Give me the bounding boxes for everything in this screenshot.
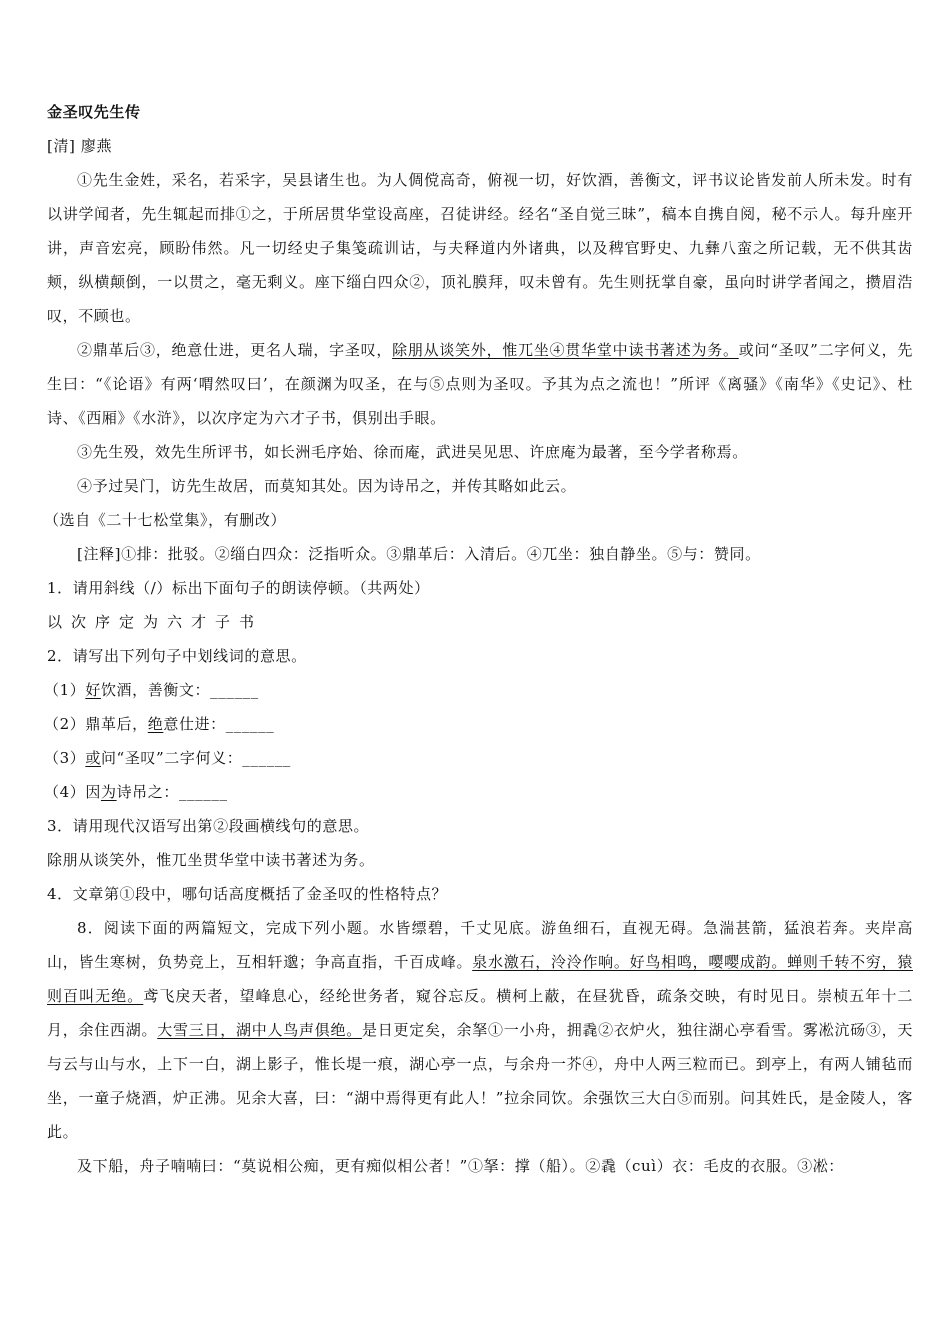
item-suffix: 饮酒，善衡文：______ [100, 681, 259, 699]
question-2-item [44, 775, 913, 809]
question-1-sentence: 以次序定为六才子书 [47, 613, 264, 631]
item-suffix: 意仕进：______ [163, 715, 275, 733]
article-title: 金圣叹先生传 [47, 103, 141, 121]
paragraph-3: ③先生殁，效先生所评书，如长洲毛序始、徐而庵，武进吴见思、许庶庵为最著，至今学者称焉。 [77, 443, 748, 461]
paragraph-1: ①先生金姓，采名，若采字，吴县诸生也。为人倜傥高奇，俯视一切，好饮酒，善衡文，评书议论皆发前人所未发。时有以讲学闻者，先生辄起而排①之，于所居贯华堂设高座，召徒讲经。经名“圣自觉三昧”，稿本自携自阅，秘不示人。每升座开讲，声音宏亮，顾盼伟然。凡一切经史子集笺疏训诂，与夫释道内外诸典，以及稗官野史、九彝八蛮之所记载，无不供其齿颊，纵横颠倒，一以贯之，毫无剩义。座下缁白四众②，顶礼膜拜，叹未曾有。先生则抚掌自豪，虽向时讲学者闻之，攒眉浩叹，不顾也。 [47, 171, 913, 325]
last-paragraph: 及下船，舟子喃喃曰：“莫说相公痴，更有痴似相公者！”①拏：撑（船）。②毳（cuì）衣：毛皮的衣服。③凇： [77, 1157, 844, 1175]
source-note: （选自《二十七松堂集》，有删改） [44, 511, 287, 529]
question-2-item [44, 673, 913, 707]
question-2-item [44, 707, 913, 741]
passage-part: 是日更定矣，余拏①一小舟，拥毳②衣炉火，独往湖心亭看雪。雾凇沆砀③，天与云与山与水，上下一白，湖上影子，惟长堤一痕，湖心亭一点，与余舟一芥④，舟中人两三粒而已。到亭上，有两人铺毡而坐，一童子烧酒，炉正沸。见余大喜，曰：“湖中焉得更有此人！”拉余同饮。余强饮三大白⑤而别。问其姓氏，是金陵人，客此。 [47, 1021, 913, 1141]
underlined-sentence: 除朋从谈笑外，惟兀坐④贯华堂中读书著述为务。 [392, 341, 739, 359]
question-3: 3．请用现代汉语写出第②段画横线句的意思。 [47, 817, 370, 835]
paragraph-4: ④予过吴门，访先生故居，而莫知其处。因为诗吊之，并传其略如此云。 [77, 477, 577, 495]
item-prefix: （4）因 [44, 783, 101, 801]
document-page [44, 95, 913, 1183]
question-8-passage [47, 911, 913, 1149]
paragraph-2-end: 或问“圣叹”二字何义，先生曰：“《论语》有两‘喟然叹曰’，在颜渊为叹圣，在与⑤点则为圣叹。予其为点之流也！”所评《离骚》《南华》《史记》、杜诗、《西厢》《水浒》，以次序定为六才子书，俱别出手眼。 [47, 341, 913, 427]
question-3-sentence: 除朋从谈笑外，惟兀坐贯华堂中读书著述为务。 [47, 851, 375, 869]
article-author: [清] 廖燕 [47, 137, 113, 155]
question-1: 1．请用斜线（/）标出下面句子的朗读停顿。（共两处） [47, 579, 430, 597]
item-prefix: （1） [44, 681, 86, 699]
annotations: [注释]①排：批驳。②缁白四众：泛指听众。③鼎革后：入清后。④兀坐：独自静坐。⑤与：赞同。 [77, 545, 761, 563]
underlined-word: 为 [100, 783, 117, 801]
underlined-passage: 泉水激石，泠泠作响。好鸟相鸣，嘤嘤成韵。蝉则千转不穷，猿则百叫无绝。 [47, 953, 913, 1005]
item-prefix: （2）鼎革后， [44, 715, 148, 733]
underlined-passage: 大雪三日，湖中人鸟声俱绝。 [157, 1021, 362, 1039]
underlined-word: 或 [85, 749, 101, 767]
item-suffix: 问“圣叹”二字何义：______ [100, 749, 291, 767]
item-prefix: （3） [44, 749, 86, 767]
item-suffix: 诗吊之：______ [116, 783, 228, 801]
question-2: 2．请写出下列句子中划线词的意思。 [47, 647, 307, 665]
paragraph-2-start: ②鼎革后③，绝意仕进，更名人瑞，字圣叹， [77, 341, 393, 359]
underlined-word: 绝 [147, 715, 164, 733]
underlined-word: 好 [85, 681, 101, 699]
question-2-item [44, 741, 913, 775]
passage-part: 鸢飞戾天者，望峰息心，经纶世务者，窥谷忘反。横柯上蔽，在昼犹昏，疏条交映，有时见日。崇桢五年十二月，余住西湖。 [47, 987, 913, 1039]
question-4: 4．文章第①段中，哪句话高度概括了金圣叹的性格特点？ [47, 885, 448, 903]
paragraph-2 [47, 333, 913, 435]
passage-part: 8．阅读下面的两篇短文，完成下列小题。水皆缥碧，千丈见底。游鱼细石，直视无碍。急湍甚箭，猛浪若奔。夹岸高山，皆生寒树，负势竞上，互相轩邈；争高直指，千百成峰。 [47, 919, 913, 971]
